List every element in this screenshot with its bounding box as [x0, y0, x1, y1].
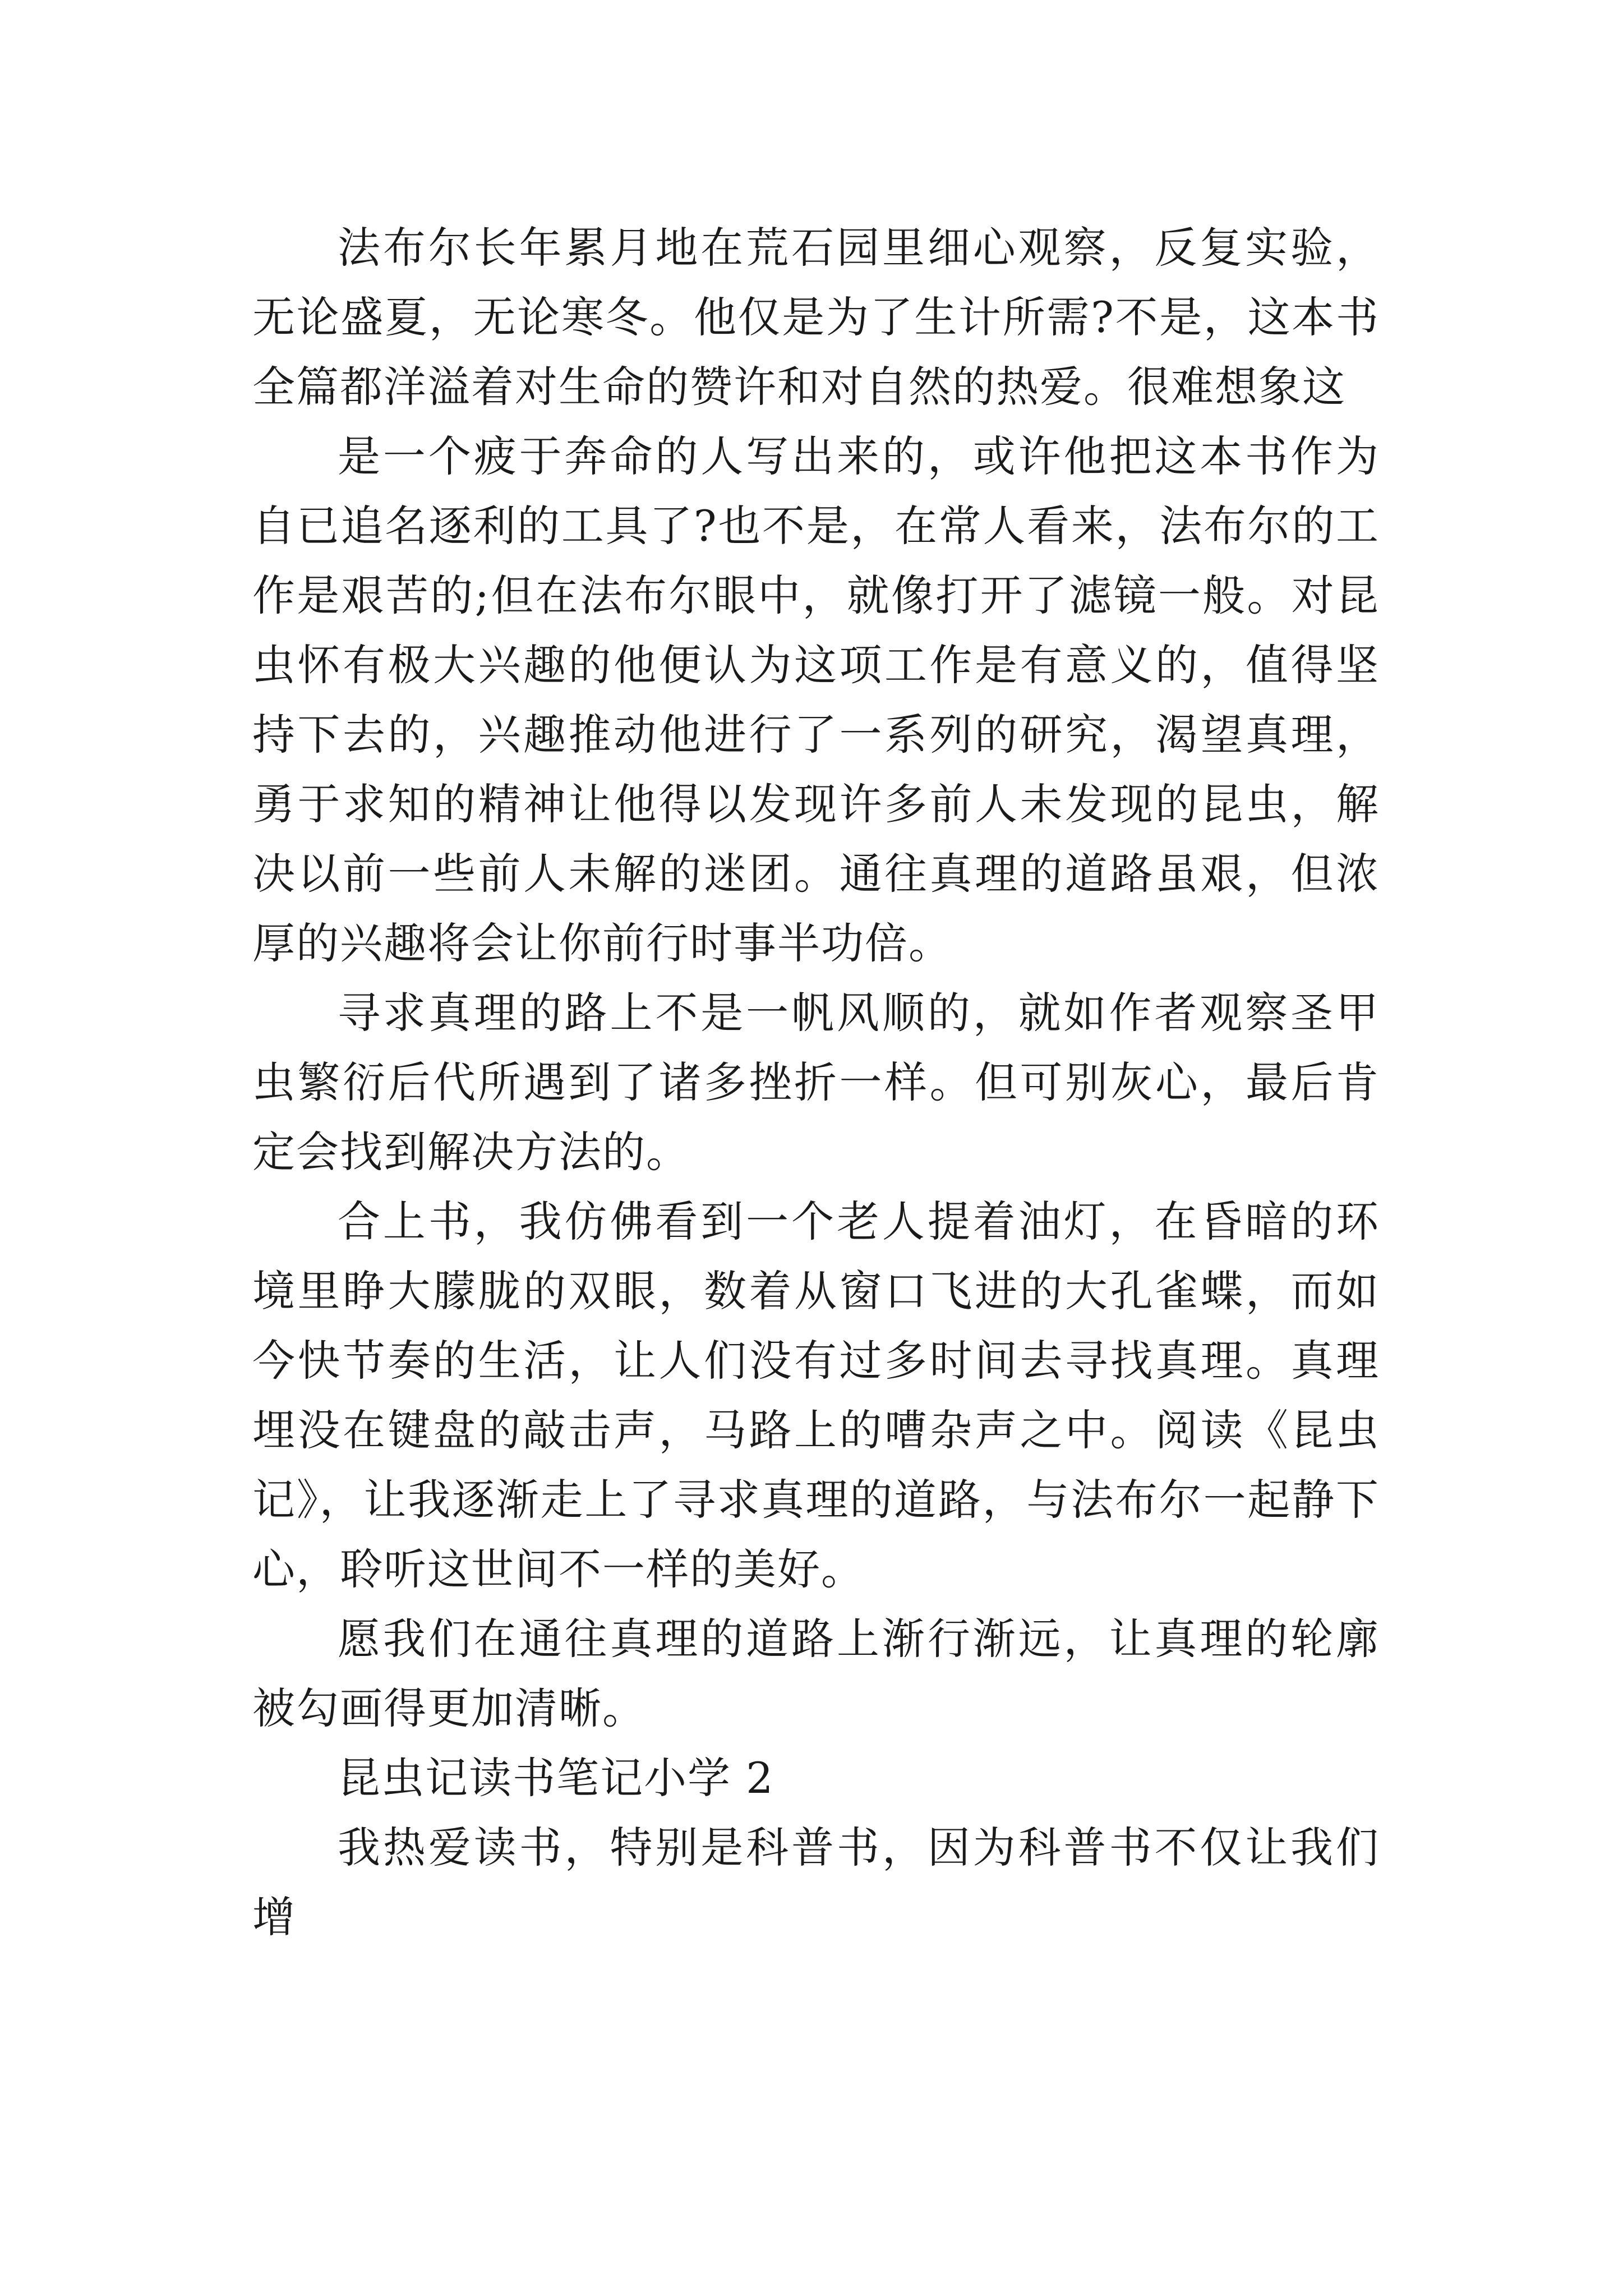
paragraph-3: 寻求真理的路上不是一帆风顺的，就如作者观察圣甲虫繁衍后代所遇到了诸多挫折一样。但可别灰心，最后肯定会找到解决方法的。	[252, 988, 1380, 1177]
paragraph-2: 是一个疲于奔命的人写出来的，或许他把这本书作为自已追名逐利的工具了?也不是，在常人看来，法布尔的工作是艰苦的;但在法布尔眼中，就像打开了滤镜一般。对昆虫怀有极大兴趣的他便认为这项工作是有意义的，值得坚持下去的，兴趣推动他进行了一系列的研究，渴望真理，勇于求知的精神让他得以发现许多前人未发现的昆虫，解决以前一些前人未解的迷团。通往真理的道路虽艰，但浓厚的兴趣将会让你前行时事半功倍。	[252, 431, 1380, 968]
paragraph-6: 我热爱读书，特别是科普书，因为科普书不仅让我们增	[252, 1823, 1380, 1942]
section-title: 昆虫记读书笔记小学 2	[338, 1753, 774, 1803]
paragraph-4: 合上书，我仿佛看到一个老人提着油灯，在昏暗的环境里睁大朦胧的双眼，数着从窗口飞进的大孔雀蝶，而如今快节奏的生活，让人们没有过多时间去寻找真理。真理埋没在键盘的敲击声，马路上的嘈杂声之中。阅读《昆虫记》，让我逐渐走上了寻求真理的道路，与法布尔一起静下心，聆听这世间不一样的美好。	[252, 1197, 1380, 1594]
document-page	[252, 213, 1380, 1952]
paragraph-1: 法布尔长年累月地在荒石园里细心观察，反复实验，无论盛夏，无论寒冬。他仅是为了生计所需?不是，这本书全篇都洋溢着对生命的赞许和对自然的热爱。很难想象这	[252, 223, 1380, 412]
paragraph-5: 愿我们在通往真理的道路上渐行渐远，让真理的轮廓被勾画得更加清晰。	[252, 1614, 1380, 1733]
